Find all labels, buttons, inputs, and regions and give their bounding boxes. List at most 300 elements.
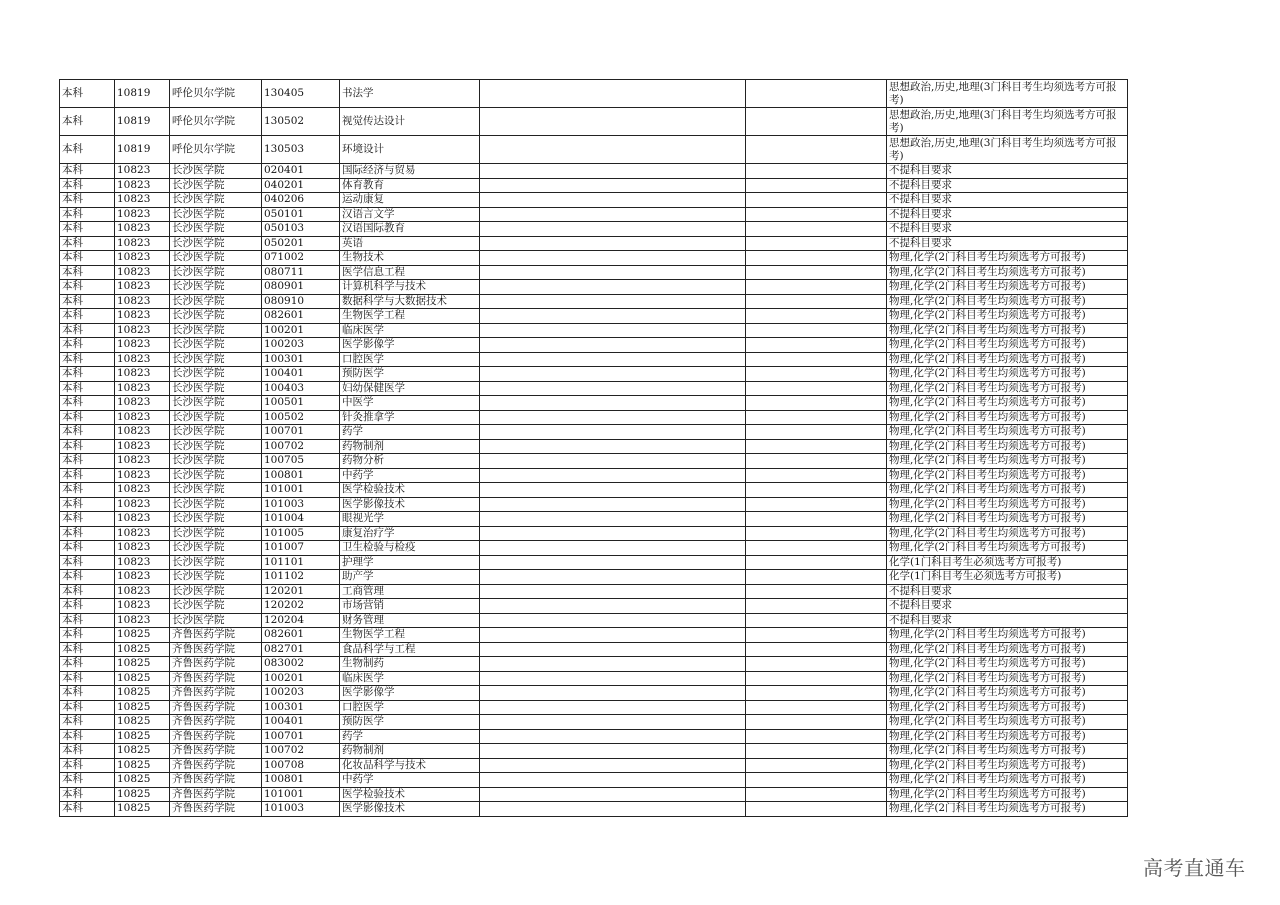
table-row xyxy=(60,555,1128,570)
major-name-cell: 数据科学与大数据技术 xyxy=(340,294,480,309)
major-name-cell: 中药学 xyxy=(340,773,480,788)
school-name-cell: 齐鲁医药学院 xyxy=(170,773,262,788)
subject-requirement-cell: 物理,化学(2门科目考生均须选考方可报考) xyxy=(887,323,1128,338)
major-name-cell: 针灸推拿学 xyxy=(340,410,480,425)
major-code-cell: 050103 xyxy=(262,222,340,237)
school-name-cell: 长沙医学院 xyxy=(170,410,262,425)
major-code-cell: 082701 xyxy=(262,642,340,657)
major-name-cell: 医学影像学 xyxy=(340,686,480,701)
subject-requirement-cell: 物理,化学(2门科目考生均须选考方可报考) xyxy=(887,744,1128,759)
school-code-cell: 10823 xyxy=(115,251,170,266)
level-cell: 本科 xyxy=(60,193,115,208)
school-code-cell: 10825 xyxy=(115,802,170,817)
blank-cell xyxy=(480,541,746,556)
blank-cell xyxy=(480,193,746,208)
blank-cell xyxy=(746,178,887,193)
subject-requirement-cell: 物理,化学(2门科目考生均须选考方可报考) xyxy=(887,280,1128,295)
major-code-cell: 100702 xyxy=(262,439,340,454)
table-row xyxy=(60,207,1128,222)
major-name-cell: 计算机科学与技术 xyxy=(340,280,480,295)
blank-cell xyxy=(746,555,887,570)
school-name-cell: 长沙医学院 xyxy=(170,294,262,309)
blank-cell xyxy=(480,599,746,614)
blank-cell xyxy=(746,541,887,556)
blank-cell xyxy=(480,381,746,396)
school-code-cell: 10823 xyxy=(115,280,170,295)
major-code-cell: 100403 xyxy=(262,381,340,396)
blank-cell xyxy=(746,367,887,382)
school-code-cell: 10823 xyxy=(115,541,170,556)
blank-cell xyxy=(746,294,887,309)
table-row xyxy=(60,251,1128,266)
subject-requirements-table xyxy=(59,79,1128,817)
school-code-cell: 10823 xyxy=(115,439,170,454)
blank-cell xyxy=(480,744,746,759)
blank-cell xyxy=(746,80,887,108)
school-name-cell: 长沙医学院 xyxy=(170,468,262,483)
blank-cell xyxy=(746,787,887,802)
subject-requirement-cell: 物理,化学(2门科目考生均须选考方可报考) xyxy=(887,671,1128,686)
major-name-cell: 医学检验技术 xyxy=(340,483,480,498)
major-code-cell: 101101 xyxy=(262,555,340,570)
school-code-cell: 10823 xyxy=(115,338,170,353)
major-code-cell: 080910 xyxy=(262,294,340,309)
major-code-cell: 071002 xyxy=(262,251,340,266)
blank-cell xyxy=(746,700,887,715)
level-cell: 本科 xyxy=(60,541,115,556)
major-name-cell: 财务管理 xyxy=(340,613,480,628)
major-code-cell: 100801 xyxy=(262,468,340,483)
subject-requirement-cell: 物理,化学(2门科目考生均须选考方可报考) xyxy=(887,773,1128,788)
school-name-cell: 呼伦贝尔学院 xyxy=(170,136,262,164)
subject-requirement-cell: 不提科目要求 xyxy=(887,164,1128,179)
school-code-cell: 10823 xyxy=(115,497,170,512)
major-name-cell: 医学影像技术 xyxy=(340,497,480,512)
major-code-cell: 130503 xyxy=(262,136,340,164)
major-code-cell: 050201 xyxy=(262,236,340,251)
school-code-cell: 10823 xyxy=(115,512,170,527)
level-cell: 本科 xyxy=(60,758,115,773)
school-name-cell: 长沙医学院 xyxy=(170,584,262,599)
major-name-cell: 中医学 xyxy=(340,396,480,411)
major-name-cell: 助产学 xyxy=(340,570,480,585)
level-cell: 本科 xyxy=(60,280,115,295)
school-code-cell: 10825 xyxy=(115,657,170,672)
school-code-cell: 10823 xyxy=(115,265,170,280)
major-name-cell: 临床医学 xyxy=(340,671,480,686)
school-name-cell: 长沙医学院 xyxy=(170,251,262,266)
subject-requirement-cell: 物理,化学(2门科目考生均须选考方可报考) xyxy=(887,425,1128,440)
major-code-cell: 120201 xyxy=(262,584,340,599)
major-name-cell: 工商管理 xyxy=(340,584,480,599)
blank-cell xyxy=(480,686,746,701)
major-name-cell: 生物医学工程 xyxy=(340,628,480,643)
school-code-cell: 10823 xyxy=(115,178,170,193)
level-cell: 本科 xyxy=(60,178,115,193)
blank-cell xyxy=(480,483,746,498)
blank-cell xyxy=(746,483,887,498)
subject-requirement-cell: 物理,化学(2门科目考生均须选考方可报考) xyxy=(887,541,1128,556)
school-name-cell: 齐鲁医药学院 xyxy=(170,758,262,773)
blank-cell xyxy=(480,526,746,541)
table-row xyxy=(60,483,1128,498)
blank-cell xyxy=(480,367,746,382)
blank-cell xyxy=(746,802,887,817)
subject-requirement-cell: 物理,化学(2门科目考生均须选考方可报考) xyxy=(887,657,1128,672)
subject-requirement-cell: 化学(1门科目考生必须选考方可报考) xyxy=(887,555,1128,570)
subject-requirement-cell: 物理,化学(2门科目考生均须选考方可报考) xyxy=(887,700,1128,715)
subject-requirement-cell: 不提科目要求 xyxy=(887,207,1128,222)
school-code-cell: 10825 xyxy=(115,700,170,715)
table-row xyxy=(60,700,1128,715)
blank-cell xyxy=(480,671,746,686)
subject-requirement-cell: 物理,化学(2门科目考生均须选考方可报考) xyxy=(887,483,1128,498)
school-name-cell: 齐鲁医药学院 xyxy=(170,715,262,730)
school-name-cell: 长沙医学院 xyxy=(170,425,262,440)
blank-cell xyxy=(746,628,887,643)
major-code-cell: 120204 xyxy=(262,613,340,628)
major-code-cell: 100201 xyxy=(262,323,340,338)
table-row xyxy=(60,222,1128,237)
subject-requirement-cell: 物理,化学(2门科目考生均须选考方可报考) xyxy=(887,686,1128,701)
blank-cell xyxy=(746,454,887,469)
major-code-cell: 082601 xyxy=(262,309,340,324)
blank-cell xyxy=(746,773,887,788)
school-name-cell: 齐鲁医药学院 xyxy=(170,628,262,643)
blank-cell xyxy=(746,396,887,411)
school-name-cell: 长沙医学院 xyxy=(170,396,262,411)
level-cell: 本科 xyxy=(60,599,115,614)
school-name-cell: 长沙医学院 xyxy=(170,512,262,527)
blank-cell xyxy=(480,280,746,295)
major-code-cell: 130405 xyxy=(262,80,340,108)
blank-cell xyxy=(480,338,746,353)
major-code-cell: 101007 xyxy=(262,541,340,556)
school-code-cell: 10823 xyxy=(115,410,170,425)
subject-requirement-cell: 物理,化学(2门科目考生均须选考方可报考) xyxy=(887,758,1128,773)
blank-cell xyxy=(480,613,746,628)
level-cell: 本科 xyxy=(60,468,115,483)
blank-cell xyxy=(480,787,746,802)
level-cell: 本科 xyxy=(60,773,115,788)
major-name-cell: 药物制剂 xyxy=(340,744,480,759)
blank-cell xyxy=(746,758,887,773)
school-code-cell: 10825 xyxy=(115,758,170,773)
school-name-cell: 长沙医学院 xyxy=(170,381,262,396)
level-cell: 本科 xyxy=(60,207,115,222)
subject-requirement-cell: 不提科目要求 xyxy=(887,222,1128,237)
school-name-cell: 齐鲁医药学院 xyxy=(170,787,262,802)
blank-cell xyxy=(746,193,887,208)
subject-requirement-cell: 不提科目要求 xyxy=(887,178,1128,193)
level-cell: 本科 xyxy=(60,787,115,802)
blank-cell xyxy=(746,251,887,266)
subject-requirement-cell: 物理,化学(2门科目考生均须选考方可报考) xyxy=(887,338,1128,353)
blank-cell xyxy=(480,773,746,788)
blank-cell xyxy=(480,729,746,744)
table-row xyxy=(60,352,1128,367)
level-cell: 本科 xyxy=(60,222,115,237)
school-name-cell: 长沙医学院 xyxy=(170,309,262,324)
blank-cell xyxy=(746,657,887,672)
table-row xyxy=(60,410,1128,425)
blank-cell xyxy=(746,671,887,686)
major-code-cell: 083002 xyxy=(262,657,340,672)
school-name-cell: 齐鲁医药学院 xyxy=(170,744,262,759)
major-name-cell: 预防医学 xyxy=(340,367,480,382)
table-row xyxy=(60,802,1128,817)
table-row xyxy=(60,468,1128,483)
major-name-cell: 运动康复 xyxy=(340,193,480,208)
major-name-cell: 生物技术 xyxy=(340,251,480,266)
table-row xyxy=(60,164,1128,179)
school-code-cell: 10819 xyxy=(115,136,170,164)
blank-cell xyxy=(746,729,887,744)
school-name-cell: 长沙医学院 xyxy=(170,454,262,469)
level-cell: 本科 xyxy=(60,367,115,382)
school-code-cell: 10825 xyxy=(115,729,170,744)
level-cell: 本科 xyxy=(60,642,115,657)
blank-cell xyxy=(746,236,887,251)
table-row xyxy=(60,497,1128,512)
school-code-cell: 10823 xyxy=(115,236,170,251)
major-name-cell: 英语 xyxy=(340,236,480,251)
level-cell: 本科 xyxy=(60,454,115,469)
blank-cell xyxy=(746,468,887,483)
major-code-cell: 100502 xyxy=(262,410,340,425)
level-cell: 本科 xyxy=(60,700,115,715)
subject-requirement-cell: 不提科目要求 xyxy=(887,193,1128,208)
school-name-cell: 齐鲁医药学院 xyxy=(170,657,262,672)
level-cell: 本科 xyxy=(60,236,115,251)
blank-cell xyxy=(480,108,746,136)
level-cell: 本科 xyxy=(60,802,115,817)
level-cell: 本科 xyxy=(60,309,115,324)
level-cell: 本科 xyxy=(60,715,115,730)
major-code-cell: 100702 xyxy=(262,744,340,759)
major-name-cell: 眼视光学 xyxy=(340,512,480,527)
school-name-cell: 齐鲁医药学院 xyxy=(170,642,262,657)
table-row xyxy=(60,425,1128,440)
major-code-cell: 101001 xyxy=(262,483,340,498)
major-code-cell: 100301 xyxy=(262,352,340,367)
major-name-cell: 体育教育 xyxy=(340,178,480,193)
table-row xyxy=(60,439,1128,454)
blank-cell xyxy=(746,309,887,324)
school-code-cell: 10823 xyxy=(115,309,170,324)
major-code-cell: 020401 xyxy=(262,164,340,179)
subject-requirement-cell: 物理,化学(2门科目考生均须选考方可报考) xyxy=(887,309,1128,324)
major-name-cell: 书法学 xyxy=(340,80,480,108)
major-code-cell: 100301 xyxy=(262,700,340,715)
school-name-cell: 长沙医学院 xyxy=(170,352,262,367)
major-name-cell: 生物制药 xyxy=(340,657,480,672)
major-code-cell: 101004 xyxy=(262,512,340,527)
table-row xyxy=(60,309,1128,324)
subject-requirement-cell: 物理,化学(2门科目考生均须选考方可报考) xyxy=(887,294,1128,309)
school-code-cell: 10825 xyxy=(115,715,170,730)
blank-cell xyxy=(480,802,746,817)
table-row xyxy=(60,236,1128,251)
major-name-cell: 生物医学工程 xyxy=(340,309,480,324)
school-code-cell: 10823 xyxy=(115,396,170,411)
school-name-cell: 长沙医学院 xyxy=(170,541,262,556)
table-row xyxy=(60,744,1128,759)
major-code-cell: 040206 xyxy=(262,193,340,208)
school-name-cell: 长沙医学院 xyxy=(170,222,262,237)
major-name-cell: 国际经济与贸易 xyxy=(340,164,480,179)
level-cell: 本科 xyxy=(60,108,115,136)
table-row xyxy=(60,265,1128,280)
school-code-cell: 10823 xyxy=(115,468,170,483)
blank-cell xyxy=(480,584,746,599)
school-name-cell: 齐鲁医药学院 xyxy=(170,700,262,715)
school-name-cell: 齐鲁医药学院 xyxy=(170,729,262,744)
major-name-cell: 口腔医学 xyxy=(340,352,480,367)
blank-cell xyxy=(480,236,746,251)
blank-cell xyxy=(746,599,887,614)
level-cell: 本科 xyxy=(60,265,115,280)
major-code-cell: 050101 xyxy=(262,207,340,222)
blank-cell xyxy=(746,352,887,367)
level-cell: 本科 xyxy=(60,338,115,353)
major-code-cell: 101102 xyxy=(262,570,340,585)
school-name-cell: 呼伦贝尔学院 xyxy=(170,108,262,136)
major-name-cell: 环境设计 xyxy=(340,136,480,164)
major-name-cell: 预防医学 xyxy=(340,715,480,730)
major-name-cell: 口腔医学 xyxy=(340,700,480,715)
blank-cell xyxy=(746,207,887,222)
school-name-cell: 长沙医学院 xyxy=(170,338,262,353)
subject-requirement-cell: 物理,化学(2门科目考生均须选考方可报考) xyxy=(887,367,1128,382)
blank-cell xyxy=(480,265,746,280)
major-name-cell: 护理学 xyxy=(340,555,480,570)
subject-requirement-cell: 物理,化学(2门科目考生均须选考方可报考) xyxy=(887,715,1128,730)
blank-cell xyxy=(480,178,746,193)
major-code-cell: 100501 xyxy=(262,396,340,411)
blank-cell xyxy=(746,425,887,440)
subject-requirement-cell: 物理,化学(2门科目考生均须选考方可报考) xyxy=(887,628,1128,643)
level-cell: 本科 xyxy=(60,483,115,498)
subject-requirement-cell: 化学(1门科目考生必须选考方可报考) xyxy=(887,570,1128,585)
level-cell: 本科 xyxy=(60,381,115,396)
blank-cell xyxy=(746,584,887,599)
table-row xyxy=(60,454,1128,469)
blank-cell xyxy=(746,280,887,295)
blank-cell xyxy=(480,439,746,454)
major-code-cell: 130502 xyxy=(262,108,340,136)
table-row xyxy=(60,512,1128,527)
blank-cell xyxy=(480,657,746,672)
school-name-cell: 长沙医学院 xyxy=(170,164,262,179)
blank-cell xyxy=(746,222,887,237)
level-cell: 本科 xyxy=(60,570,115,585)
school-name-cell: 齐鲁医药学院 xyxy=(170,686,262,701)
major-code-cell: 100801 xyxy=(262,773,340,788)
major-code-cell: 100201 xyxy=(262,671,340,686)
level-cell: 本科 xyxy=(60,729,115,744)
subject-requirement-cell: 物理,化学(2门科目考生均须选考方可报考) xyxy=(887,251,1128,266)
subject-requirement-cell: 不提科目要求 xyxy=(887,599,1128,614)
blank-cell xyxy=(746,381,887,396)
major-name-cell: 汉语国际教育 xyxy=(340,222,480,237)
subject-requirement-cell: 物理,化学(2门科目考生均须选考方可报考) xyxy=(887,642,1128,657)
major-name-cell: 医学影像学 xyxy=(340,338,480,353)
school-code-cell: 10823 xyxy=(115,367,170,382)
level-cell: 本科 xyxy=(60,294,115,309)
blank-cell xyxy=(746,164,887,179)
table-row xyxy=(60,613,1128,628)
major-name-cell: 中药学 xyxy=(340,468,480,483)
table-row xyxy=(60,686,1128,701)
major-name-cell: 汉语言文学 xyxy=(340,207,480,222)
level-cell: 本科 xyxy=(60,526,115,541)
blank-cell xyxy=(746,265,887,280)
major-code-cell: 080711 xyxy=(262,265,340,280)
school-code-cell: 10823 xyxy=(115,323,170,338)
major-name-cell: 化妆品科学与技术 xyxy=(340,758,480,773)
school-name-cell: 长沙医学院 xyxy=(170,323,262,338)
school-code-cell: 10823 xyxy=(115,207,170,222)
subject-requirement-cell: 思想政治,历史,地理(3门科目考生均须选考方可报考) xyxy=(887,108,1128,136)
blank-cell xyxy=(746,108,887,136)
subject-requirement-cell: 物理,化学(2门科目考生均须选考方可报考) xyxy=(887,468,1128,483)
table-row xyxy=(60,178,1128,193)
blank-cell xyxy=(480,628,746,643)
blank-cell xyxy=(746,323,887,338)
school-code-cell: 10823 xyxy=(115,222,170,237)
table-row xyxy=(60,193,1128,208)
school-code-cell: 10823 xyxy=(115,584,170,599)
watermark-logo-text: 高考直通车 xyxy=(1143,856,1246,880)
blank-cell xyxy=(480,164,746,179)
major-code-cell: 082601 xyxy=(262,628,340,643)
table-row xyxy=(60,642,1128,657)
table-row xyxy=(60,628,1128,643)
blank-cell xyxy=(480,80,746,108)
blank-cell xyxy=(746,686,887,701)
table-row xyxy=(60,338,1128,353)
major-code-cell: 040201 xyxy=(262,178,340,193)
level-cell: 本科 xyxy=(60,410,115,425)
subject-requirement-cell: 物理,化学(2门科目考生均须选考方可报考) xyxy=(887,512,1128,527)
major-code-cell: 080901 xyxy=(262,280,340,295)
level-cell: 本科 xyxy=(60,425,115,440)
level-cell: 本科 xyxy=(60,323,115,338)
table-row xyxy=(60,80,1128,108)
level-cell: 本科 xyxy=(60,352,115,367)
school-name-cell: 齐鲁医药学院 xyxy=(170,671,262,686)
major-name-cell: 药学 xyxy=(340,729,480,744)
table-row xyxy=(60,657,1128,672)
school-code-cell: 10823 xyxy=(115,193,170,208)
level-cell: 本科 xyxy=(60,744,115,759)
level-cell: 本科 xyxy=(60,136,115,164)
school-name-cell: 长沙医学院 xyxy=(170,483,262,498)
blank-cell xyxy=(746,715,887,730)
blank-cell xyxy=(746,526,887,541)
blank-cell xyxy=(480,294,746,309)
subject-requirement-cell: 思想政治,历史,地理(3门科目考生均须选考方可报考) xyxy=(887,80,1128,108)
table-row xyxy=(60,526,1128,541)
level-cell: 本科 xyxy=(60,657,115,672)
school-code-cell: 10825 xyxy=(115,686,170,701)
school-name-cell: 长沙医学院 xyxy=(170,236,262,251)
school-name-cell: 长沙医学院 xyxy=(170,193,262,208)
blank-cell xyxy=(480,323,746,338)
blank-cell xyxy=(480,309,746,324)
school-code-cell: 10823 xyxy=(115,164,170,179)
